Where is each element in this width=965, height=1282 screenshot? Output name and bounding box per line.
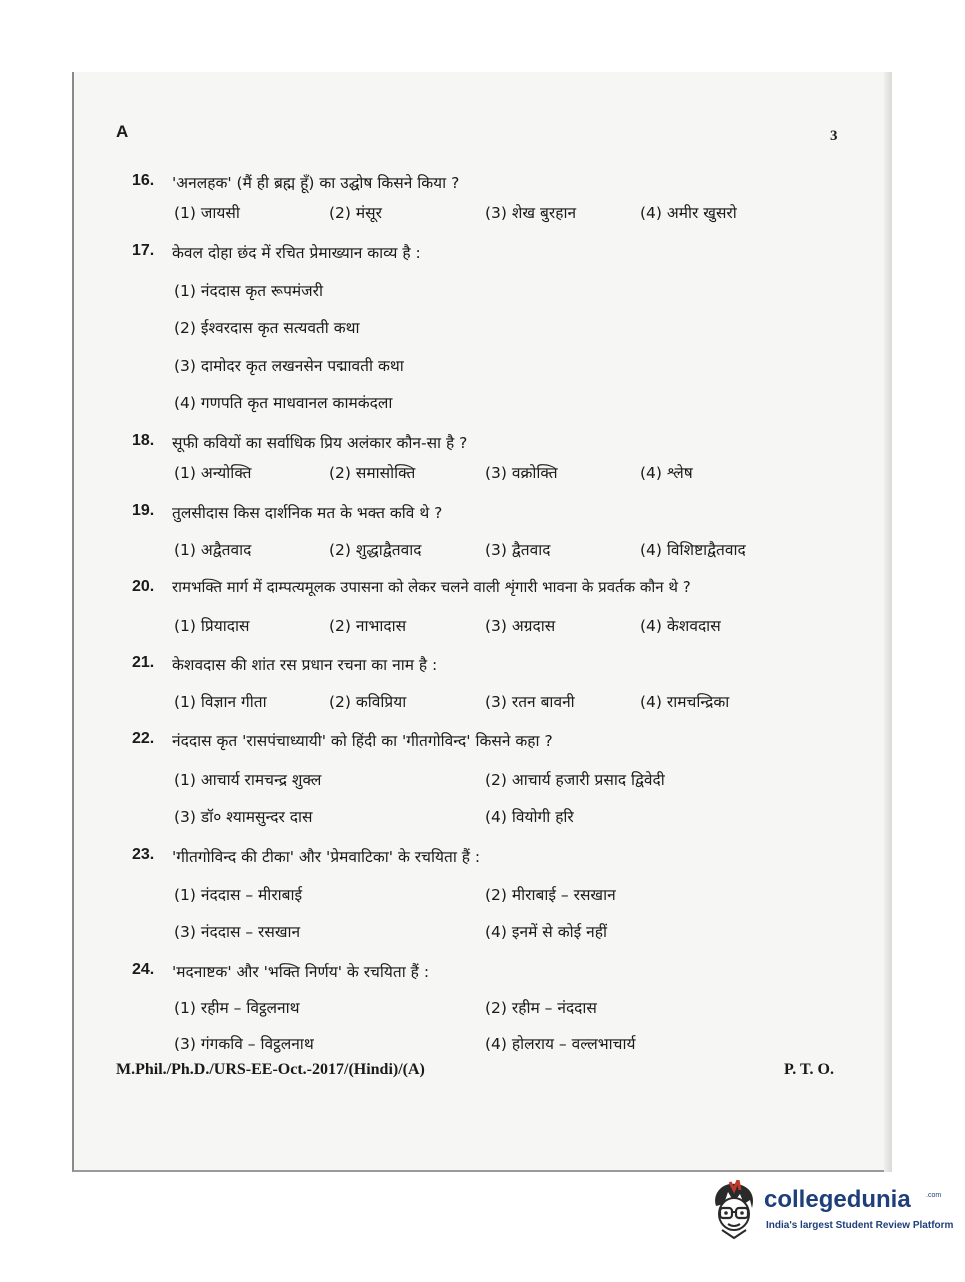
option-4: (4) अमीर खुसरो [640, 204, 737, 222]
option-2: (2) शुद्धाद्वैतवाद [329, 541, 422, 559]
option-1: (1) प्रियादास [174, 617, 250, 635]
option-1: (1) नंददास कृत रूपमंजरी [174, 282, 324, 300]
question-text: केशवदास की शांत रस प्रधान रचना का नाम है : [172, 656, 438, 674]
option-4: (4) विशिष्टाद्वैतवाद [640, 541, 746, 559]
option-4: (4) केशवदास [640, 617, 721, 635]
page-edge-shadow [884, 72, 892, 1172]
please-turn-over: P. T. O. [784, 1061, 834, 1078]
option-3: (3) द्वैतवाद [485, 541, 551, 559]
logo-domain-suffix: .com [926, 1192, 942, 1199]
option-2: (2) कविप्रिया [329, 693, 407, 711]
option-3: (3) शेख बुरहान [485, 204, 577, 222]
option-1: (1) अन्योक्ति [174, 464, 252, 482]
option-1: (1) नंददास – मीराबाई [174, 886, 303, 904]
option-2: (2) मीराबाई – रसखान [485, 886, 616, 904]
option-3: (3) डॉ० श्यामसुन्दर दास [174, 808, 313, 826]
question-number: 22. [132, 730, 155, 747]
question-text: 'गीतगोविन्द की टीका' और 'प्रेमवाटिका' के रचयिता हैं : [172, 848, 481, 866]
option-4: (4) होलराय – वल्लभाचार्य [485, 1035, 636, 1053]
question-number: 23. [132, 846, 155, 863]
student-mascot-icon [706, 1180, 762, 1242]
option-3: (3) रतन बावनी [485, 693, 575, 711]
paper-code: M.Phil./Ph.D./URS-EE-Oct.-2017/(Hindi)/(A) [116, 1061, 425, 1078]
question-number: 20. [132, 578, 155, 595]
option-3: (3) दामोदर कृत लखनसेन पद्मावती कथा [174, 357, 404, 375]
option-1: (1) जायसी [174, 204, 240, 222]
option-2: (2) आचार्य हजारी प्रसाद द्विवेदी [485, 771, 665, 789]
option-4: (4) श्लेष [640, 464, 693, 482]
question-text: नंददास कृत 'रासपंचाध्यायी' को हिंदी का 'गीतगोविन्द' किसने कहा ? [172, 732, 553, 750]
option-2: (2) रहीम – नंददास [485, 999, 597, 1017]
question-number: 18. [132, 432, 155, 449]
question-text: तुलसीदास किस दार्शनिक मत के भक्त कवि थे ? [172, 504, 443, 522]
logo-wordmark: collegedunia [764, 1186, 911, 1213]
collegedunia-logo [706, 1180, 954, 1246]
page-number: 3 [830, 128, 838, 144]
question-number: 19. [132, 502, 155, 519]
question-text: 'अनलहक' (मैं ही ब्रह्म हूँ) का उद्घोष किसने किया ? [172, 174, 460, 192]
option-1: (1) आचार्य रामचन्द्र शुक्ल [174, 771, 322, 789]
option-2: (2) ईश्वरदास कृत सत्यवती कथा [174, 319, 360, 337]
option-1: (1) अद्वैतवाद [174, 541, 252, 559]
logo-tagline: India's largest Student Review Platform [766, 1220, 954, 1231]
question-text: सूफी कवियों का सर्वाधिक प्रिय अलंकार कौन-सा है ? [172, 434, 468, 452]
option-2: (2) मंसूर [329, 204, 382, 222]
option-1: (1) विज्ञान गीता [174, 693, 267, 711]
option-3: (3) वक्रोक्ति [485, 464, 558, 482]
option-1: (1) रहीम – विट्ठलनाथ [174, 999, 300, 1017]
question-number: 24. [132, 961, 155, 978]
question-text: 'मदनाष्टक' और 'भक्ति निर्णय' के रचयिता हैं : [172, 963, 430, 981]
option-3: (3) अग्रदास [485, 617, 556, 635]
option-2: (2) समासोक्ति [329, 464, 416, 482]
option-4: (4) गणपति कृत माधवानल कामकंदला [174, 394, 393, 412]
question-text: रामभक्ति मार्ग में दाम्पत्यमूलक उपासना को लेकर चलने वाली शृंगारी भावना के प्रवर्तक कौन थे ? [172, 578, 691, 596]
question-number: 17. [132, 242, 155, 259]
option-2: (2) नाभादास [329, 617, 407, 635]
question-text: केवल दोहा छंद में रचित प्रेमाख्यान काव्य है : [172, 244, 421, 262]
option-3: (3) नंददास – रसखान [174, 923, 301, 941]
option-4: (4) रामचन्द्रिका [640, 693, 730, 711]
option-4: (4) वियोगी हरि [485, 808, 574, 826]
option-3: (3) गंगकवि – विट्ठलनाथ [174, 1035, 314, 1053]
set-letter: A [116, 122, 129, 141]
question-number: 21. [132, 654, 155, 671]
option-4: (4) इनमें से कोई नहीं [485, 923, 608, 941]
question-number: 16. [132, 172, 155, 189]
